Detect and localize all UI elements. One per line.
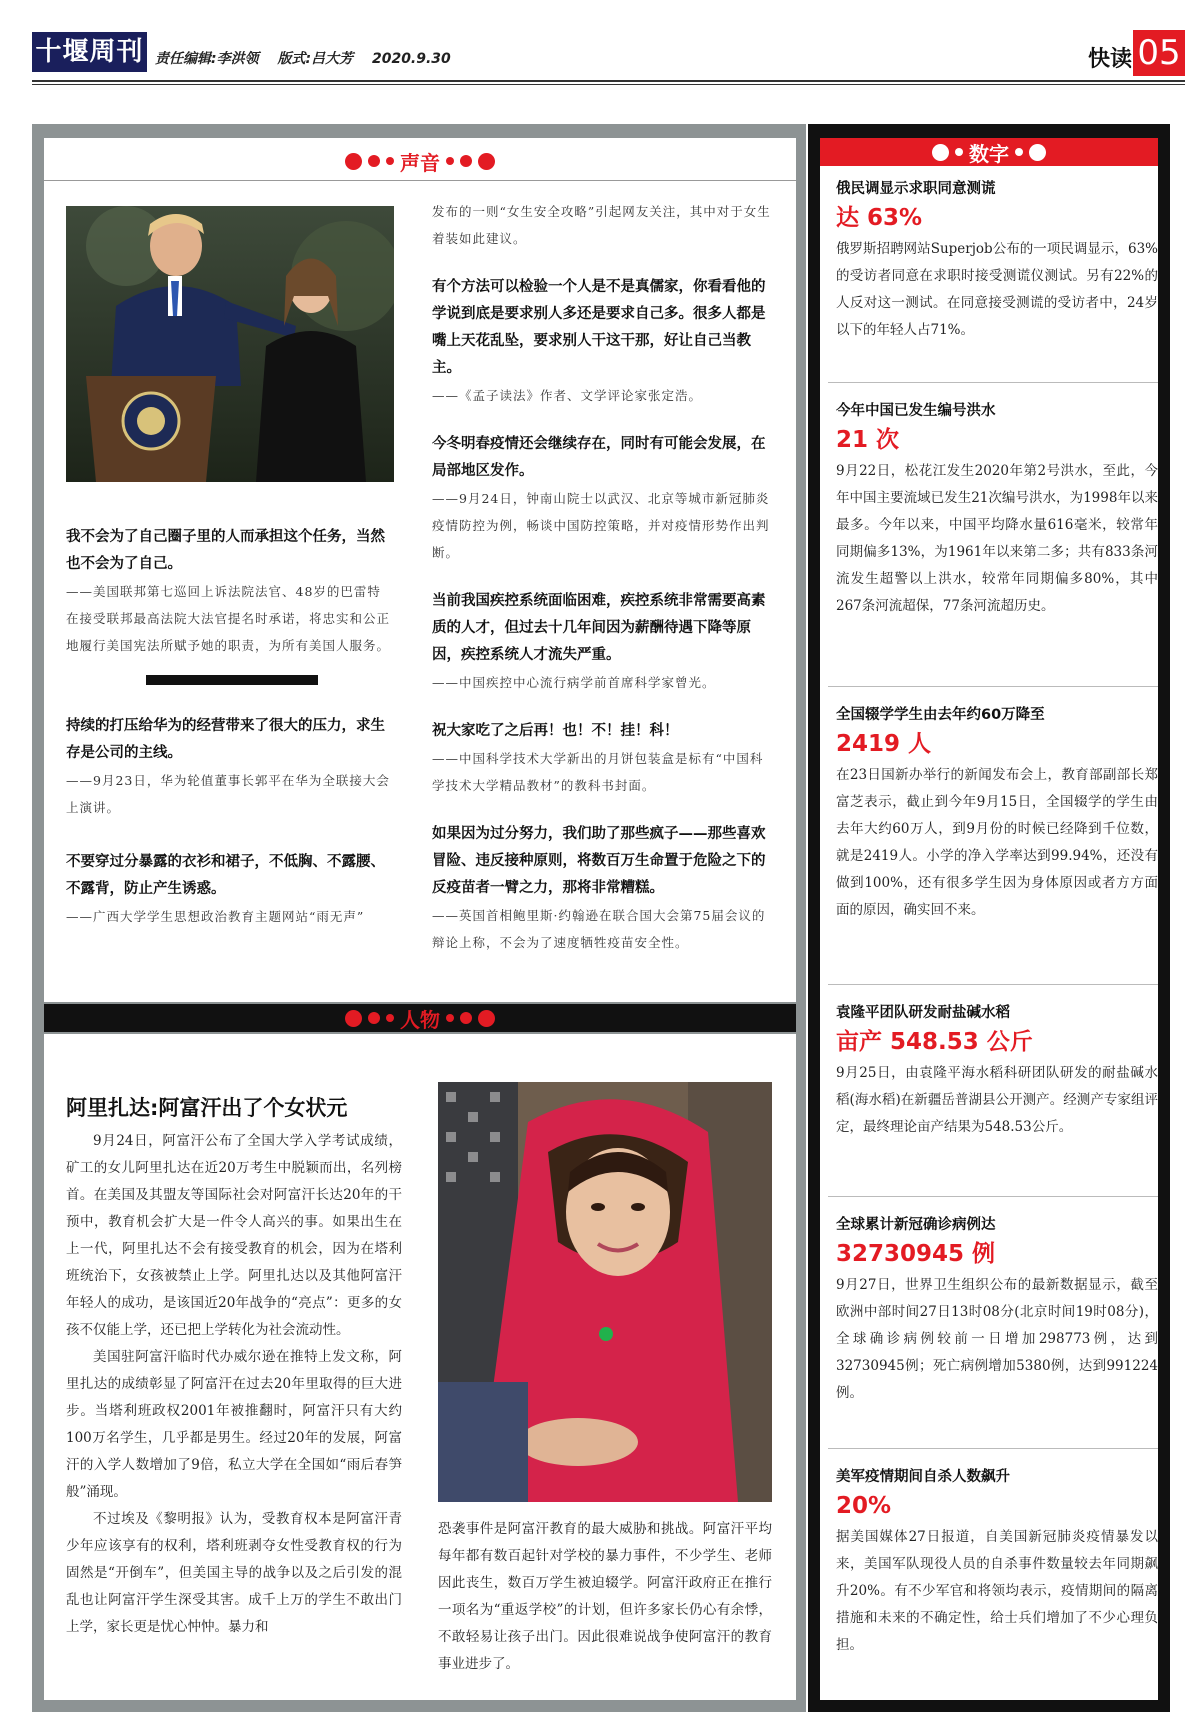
number-headline: 袁隆平团队研发耐盐碱水稻 (836, 1005, 1010, 1021)
quote-block (432, 821, 774, 956)
number-description: 9月27日，世界卫生组织公布的最新数据显示，截至欧洲中部时间27日13时08分(北京时间19时08分)，全球确诊病例较前一日增加298773例，达到32730945例；死亡病例增加5380例，达到991224例。 (836, 1277, 1158, 1401)
item-divider (828, 984, 1158, 985)
number-description: 据美国媒体27日报道，自美国新冠肺炎疫情暴发以来，美国军队现役人员的自杀事件数量较去年同期飙升20%。有不少军官和将领均表示，疫情期间的隔离措施和未来的不确定性，给士兵们增加了不少心理负担。 (836, 1529, 1158, 1653)
quote-text: 我不会为了自己圈子里的人而承担这个任务，当然也不会为了自己。 (66, 529, 385, 572)
voices-left-column (66, 524, 394, 952)
article-paragraph: 美国驻阿富汗临时代办威尔逊在推特上发文称，阿里扎达的成绩彰显了阿富汗在过去20年里取得的巨大进步。当塔利班政权2001年被推翻时，阿富汗只有大约100万名学生，几乎都是男生。经过20年的发展，阿富汗的入学人数增加了9倍，私立大学在全国如“雨后春笋般”涌现。 (66, 1349, 402, 1500)
press-photo (66, 206, 394, 482)
section-name: 快读 (1088, 47, 1133, 72)
article-paragraph: 9月24日，阿富汗公布了全国大学入学考试成绩，矿工的女儿阿里扎达在近20万考生中脱颖而出，名列榜首。在美国及其盟友等国际社会对阿富汗长达20年的干预中，教育机会扩大是一件令人高兴的事。如果出生在上一代，阿里扎达不会有接受教育的机会，因为在塔利班统治下，女孩被禁止上学。阿里扎达以及其他阿富汗年轻人的成功，是该国近20年战争的“亮点”：更多的女孩不仅能上学，还已把上学转化为社会流动性。 (66, 1133, 402, 1338)
quote-block (432, 274, 774, 409)
quote-source: ——9月24日，钟南山院士以武汉、北京等城市新冠肺炎疫情防控为例，畅谈中国防控策略，并对疫情形势作出判断。 (432, 491, 770, 560)
header-rule-thin (32, 84, 1185, 85)
number-figure: 达 63% (836, 205, 923, 231)
quote-block (66, 713, 394, 821)
quote-source: ——《孟子读法》作者、文学评论家张定浩。 (432, 388, 703, 403)
quote-source: ——英国首相鲍里斯·约翰逊在联合国大会第75届会议的辩论上称，不会为了速度牺牲疫苗安全性。 (432, 908, 766, 950)
article-paragraph: 恐袭事件是阿富汗教育的最大威胁和挑战。阿富汗平均每年都有数百起针对学校的暴力事件，不少学生、老师因此丧生，数百万学生被迫辍学。阿富汗政府正在推行一项名为“重返学校”的计划，但许多家长仍心有余悸，不敢轻易让孩子出门。因此很难说战争使阿富汗的教育事业进步了。 (438, 1521, 772, 1672)
number-item (836, 1466, 1158, 1659)
quote-block (66, 524, 394, 659)
layout-credit: 版式:吕大芳 (277, 51, 354, 67)
quote-source: ——9月23日，华为轮值董事长郭平在华为全联接大会上演讲。 (66, 773, 390, 815)
numbers-list (820, 138, 1158, 1700)
quote-text: 不要穿过分暴露的衣衫和裙子，不低胸、不露腰、不露背，防止产生诱惑。 (66, 854, 385, 897)
credit-line (155, 48, 465, 68)
number-headline: 全国辍学学生由去年约60万降至 (836, 707, 1045, 723)
quote-source: ——中国科学技术大学新出的月饼包装盒是标有“中国科学技术大学精品教材”的教科书封面。 (432, 751, 764, 793)
article-body-left (66, 1128, 402, 1641)
quote-source: ——美国联邦第七巡回上诉法院法官、48岁的巴雷特在接受联邦最高法院大法官提名时承诺，将忠实和公正地履行美国宪法所赋予她的职责，为所有美国人服务。 (66, 584, 391, 653)
quote-block (66, 849, 394, 930)
number-headline: 俄民调显示求职同意测谎 (836, 181, 996, 197)
number-figure: 21 次 (836, 427, 900, 453)
voices-right-column (432, 198, 774, 978)
item-divider (828, 1448, 1158, 1449)
people-section-title: 人物 (44, 1004, 796, 1032)
number-description: 在23日国新办举行的新闻发布会上，教育部副部长郑富芝表示，截止到今年9月15日，全国辍学的学生由去年大约60万人，到9月份的时候已经降到千位数，就是2419人。小学的净入学率达到99.94%，还没有做到100%，还有很多学生因为身体原因或者方方面面的原因，确实回不来。 (836, 767, 1158, 918)
quote-source-continued: 发布的一则“女生安全攻略”引起网友关注，其中对于女生着装如此建议。 (432, 204, 771, 246)
quote-text: 当前我国疾控系统面临困难，疾控系统非常需要高素质的人才，但过去十几年间因为薪酬待遇下降等原因，疾控系统人才流失严重。 (432, 593, 766, 663)
issue-date: 2020.9.30 (371, 51, 451, 67)
number-item (836, 400, 1158, 620)
article-paragraph: 不过埃及《黎明报》认为，受教育权本是阿富汗青少年应该享有的权利，塔利班剥夺女性受教育权的行为固然是“开倒车”，但美国主导的战争以及之后引发的混乱也让阿富汗学生深受其害。成千上万的学生不敢出门上学，家长更是忧心忡忡。暴力和 (66, 1511, 402, 1635)
quote-text: 如果因为过分努力，我们助了那些疯子——那些喜欢冒险、违反接种原则，将数百万生命置于危险之下的反疫苗者一臂之力，那将非常糟糕。 (432, 826, 766, 896)
portrait-photo (438, 1082, 772, 1502)
quote-block (432, 431, 774, 566)
quote-source: ——中国疾控中心流行病学前首席科学家曾光。 (432, 675, 716, 690)
number-item (836, 704, 1158, 924)
number-figure: 亩产 548.53 公斤 (836, 1029, 1033, 1055)
item-divider (828, 1196, 1158, 1197)
number-headline: 美军疫情期间自杀人数飙升 (836, 1469, 1010, 1485)
page-number: 05 (1133, 30, 1185, 76)
article-title: 阿里扎达:阿富汗出了个女状元 (66, 1096, 348, 1120)
quote-text: 今冬明春疫情还会继续存在，同时有可能会发展，在局部地区发作。 (432, 436, 766, 479)
voices-title-rule (44, 180, 796, 181)
number-figure: 2419 人 (836, 731, 932, 757)
number-item (836, 1002, 1158, 1141)
quote-block (432, 588, 774, 696)
voices-section-title: 声音 (44, 148, 796, 174)
quote-source: ——广西大学学生思想政治教育主题网站“雨无声” (66, 909, 365, 924)
article-body-right (438, 1516, 772, 1678)
quote-text: 有个方法可以检验一个人是不是真儒家，你看看他的学说到底是要求别人多还是要求自己多。很多人都是嘴上天花乱坠，要求别人干这干那，好让自己当教主。 (432, 279, 766, 376)
number-description: 9月22日，松花江发生2020年第2号洪水，至此，今年中国主要流域已发生21次编号洪水，为1998年以来最多。今年以来，中国平均降水量616毫米，较常年同期偏多13%，为1961年以来第二多；共有833条河流发生超警以上洪水，较常年同期偏多80%，其中267条河流超保，77条河流超历史。 (836, 463, 1158, 614)
number-headline: 全球累计新冠确诊病例达 (836, 1217, 996, 1233)
number-item (836, 178, 1158, 344)
quote-text: 持续的打压给华为的经营带来了很大的压力，求生存是公司的主线。 (66, 718, 385, 761)
number-headline: 今年中国已发生编号洪水 (836, 403, 996, 419)
quote-text: 祝大家吃了之后再！也！不！挂！科！ (432, 723, 679, 739)
number-figure: 32730945 例 (836, 1241, 996, 1267)
item-divider (828, 686, 1158, 687)
header-rule (32, 80, 1185, 82)
item-divider (828, 382, 1158, 383)
numbers-section-title: 数字 (820, 138, 1158, 166)
number-description: 9月25日，由袁隆平海水稻科研团队研发的耐盐碱水稻(海水稻)在新疆岳普湖县公开测产。经测产专家组评定，最终理论亩产结果为548.53公斤。 (836, 1065, 1158, 1135)
number-description: 俄罗斯招聘网站Superjob公布的一项民调显示，63%的受访者同意在求职时接受测谎仪测试。另有22%的人反对这一测试。在同意接受测谎的受访者中，24岁以下的年轻人占71%。 (836, 241, 1158, 338)
editor-credit: 责任编辑:李洪领 (155, 51, 259, 67)
divider-bar (146, 675, 318, 685)
quote-block (432, 718, 774, 799)
newspaper-logo: 十堰周刊 (32, 32, 147, 72)
number-figure: 20% (836, 1493, 892, 1519)
number-item (836, 1214, 1158, 1407)
